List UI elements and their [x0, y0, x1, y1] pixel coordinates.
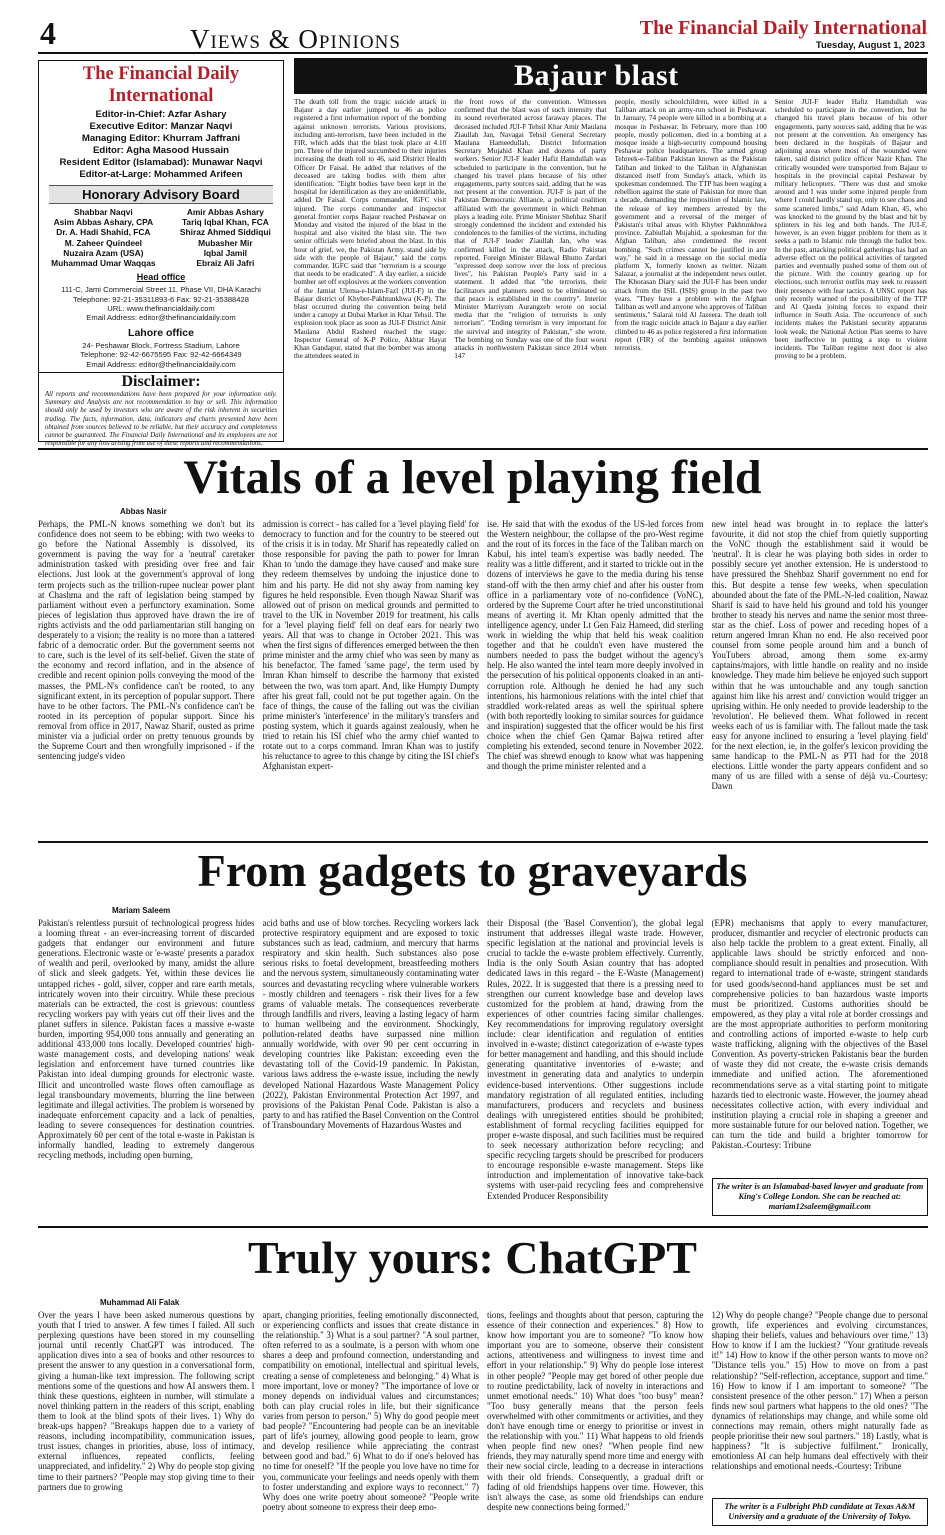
article-headline: From gadgets to graveyards: [197, 845, 748, 896]
article-column-text: (EPR) mechanisms that apply to every manufacturer, producer, dismantler and recycler of electronic products can also help tackle the problem to a great extent. Finally, all applicable laws should be strictly enforced and non-compliance should result in penalties and prosecution. With regard to international trade of e-waste, stringent standards for used goods/second-hand appliances must be set and comprehensive policies to ban hazardous waste imports must be prioritized. Customs authorities should be empowered, as they play a vital role at border crossings and are the most appropriate authorities to perform monitoring and controlling actions of imported e-waste to help curb waste trafficking, aligning with the objectives of the Basel Convention. As poverty-stricken Pakistanis bear the burden of waste they did not create, the e-waste crisis demands immediate and unified action. The aforementioned recommendations serve as a vital starting point to mitigate hazards tied to electronic waste. However, the journey ahead necessitates collective action, with every individual and institution playing a crucial role in shaping a greener and more sustainable future for our beloved nation. Together, we can turn the tide and build a brighter tomorrow for Pakistan.-Courtesy: Tribune: [711, 918, 928, 1151]
article-body: [38, 1310, 928, 1530]
board-member: Ebraiz Ali Jafri: [196, 258, 255, 269]
article-column: apart, changing priorities, feeling emotionally disconnected, or experiencing conflicts and issues that create distance in the relationship." 3) What is a soul partner? "A soul partner, often referred to as a soulmate, is a person with whom one shares a deep and profound connection, understanding and compatibility on emotional, intellectual and spiritual levels, creating a sense of completeness and belonging." 4) What is more important, love or money? "The importance of love or money depends on individual values and circumstances; both can play crucial roles in life, but their significance varies from person to person." 5) Why do good people meet bad people? "Encountering bad people can be an inevitable part of life's journey, allowing good people to learn, grow and develop resilience while appreciating the contrast between good and bad." 6) What to do if one's beloved has no time for oneself? "If the people you love have no time for you, communicate your feelings and needs openly with them to foster understanding and explore ways to reconnect." 7) Why does one write poetry about someone? "People write poetry about someone to express their deep emo-: [262, 1310, 479, 1512]
advisory-board-title: Honorary Advisory Board: [49, 185, 273, 204]
board-member: Shiraz Ahmed Siddiqui: [179, 227, 271, 238]
board-member: Shabbar Naqvi: [74, 207, 133, 217]
section-title: Views & Opinions: [190, 24, 401, 54]
article-column: acid baths and use of blow torches. Recycling workers lack protective respiratory equipment and are exposed to toxic substances such as lead, cadmium, and mercury that harms respiratory and skin health. Such substances also pose serious risks to foetal development, breastfeeding mothers and the nervous system, simultaneously contaminating water sources and devastating recycling where vulnerable workers - mostly children and teenagers - risk their lives for a few grams of valuable metals. The consequences reverberate through landfills and rivers, leaving a lasting legacy of harm to human wellbeing and the environment. Shockingly, pollution-related deaths have surpassed nine million annually worldwide, with over 90 per cent occurring in developing countries like Pakistan: exceeding even the devastating toll of the Covid-19 pandemic. In Pakistan, various laws address the e-waste issue, including the newly developed National Hazardous Waste Management Policy (2022), Pakistan Environmental Protection Act 1997, and provisions of the Pakistan Penal Code. Pakistan is also a party to and has ratified the Basel Convention on the Control of Transboundary Movements of Hazardous Wastes and: [262, 918, 479, 1130]
board-member: Dr. A. Hadi Shahid, FCA: [56, 227, 151, 238]
page-number: 4: [40, 15, 56, 51]
address-line: Telephone: 92-42-6675595 Fax: 92-42-6664349: [80, 350, 242, 360]
section-rule: [38, 448, 928, 450]
author-note: The writer is a Fulbright PhD candidate at Texas A&M University and a graduate of the University of Tokyo.: [712, 1498, 929, 1526]
disclaimer-title: Disclaimer:: [39, 372, 283, 391]
address-line: Telephone: 92-21-35311893-6 Fax: 92-21-35388428: [73, 294, 249, 304]
lahore-office-title: Lahore office: [128, 326, 194, 339]
box-title: The Financial Daily International: [82, 64, 240, 106]
article-body: [38, 519, 928, 835]
article-column: The death toll from the tragic suicide attack in Bajaur a day earlier jumped to 46 as police registered a first information report of the bombing against unknown terrorists. Various provisions, including anti-terrorism, have been included in the FIR, which adds that the blast took place at 4.10 pm. Three of the injured succumbed to their injuries increasing the death toll to 46, said District Health Officer Dr Faisal. He added that relatives of the deceased are taking bodies with them after identification. "Eight bodies have been kept in the hospital for identification as they are unidentifiable, added Dr Faisal. Corps commander, IGFC visit injured. The corps commander and inspector general frontier corps Bajaur reached Peshawar on Monday and visited the injured of the blast in the hospital and also visited the blast site. The two senior officials were briefed about the blast. In this hour of grief, we, the Pakistan Army, stand side by side with the people of Bajaur," said the corps commander. IGFC said that "terrorism is a scourge that needs to be eradicated". A day earlier, a suicide bomber set off explosives at the workers convention of the Jamiat Ulema-e-Islam-Fazl (JUI-F) in the Bajaur district of Khyber-Pakhtunkhwa (K-P). The blast occurred during the convention being held under a canopy at Dubai Market in Khar Tehsil. The explosion took place as soon as JUI-F District Amir Maulana Abdul Rasheed reached the stage. Inspector General of K-P Police, Akhtar Hayat Khan Gandapur, stated that the bomber was among the attendees seated in: [294, 98, 447, 361]
editor-line: Editor-at-Large: Mohammed Arifeen: [79, 169, 243, 180]
article-column: new intel head was brought in to replace the latter's favourite, it did not stop the chief from quietly supporting the VoNC though the establishment said it would be 'neutral'. It is clear he was playing both sides in order to possibly secure yet another extension. He is understood to have pressured the Shehbaz Sharif government no end for this. But despite a tense few weeks, when speculation abounded about the fate of the PML-N-led coalition, Nawaz Sharif is said to have held his ground and told his younger brother to steady his nerves and name the senior most three-star as the chief. Loss of power and receding hopes of a return angered Imran Khan no end. He also received poor counsel from some people around him and a bunch of YouTubers abroad, among them some ex-army captains/majors, with little handle on reality and no inside knowledge. They made him believe he enjoyed such support within that he was untouchable and any tough sanction against him like his arrest and/ conviction would trigger an uprising within. He only needed to provide leadership to the 'revolution'. He believed them. What followed in recent weeks each of us is familiar with. The fallout made the task easy for anyone inclined to ensuring a 'level playing field' for the next election, ie, in the golfer's lexicon providing the same handicap to the PML-N as PTI had for the 2018 elections. Little wonder the party appears confident and so many of us are filled with a sense of déjà vu.-Courtesy: Dawn: [711, 519, 928, 792]
board-member: Muhammad Umar Waqqas: [51, 258, 156, 269]
byline: Abbas Nasir: [120, 507, 167, 516]
address-line: 111-C, Jami Commercial Street 11, Phase VII, DHA Karachi: [61, 285, 261, 295]
author-note: The writer is an Islamabad-based lawyer and graduate from King's College London. She can be reached at: mariam12saleem@gmail.com: [712, 1178, 929, 1216]
section-rule: [38, 841, 928, 843]
byline: Muhammad Ali Falak: [100, 1298, 180, 1307]
article-column: [712, 918, 929, 1220]
address-line: Email Address: editor@thefinancialdaily.com: [86, 313, 236, 323]
editor-line: Resident Editor (Islamabad): Munawar Naqvi: [59, 157, 263, 168]
board-member: Amir Abbas Ashary: [186, 207, 264, 217]
article-column: people, mostly schoolchildren, were killed in a Taliban attack on an army-run school in Peshawar. In January, 74 people were killed in a bombing at a mosque in Peshawar. In February, more than 100 people, mostly policemen, died in a bombing at a mosque inside a high-security compound housing Peshawar police headquarters. The armed group Tehreek-e-Taliban Pakistan known as the Pakistan Taliban and linked to the Taliban in Afghanistan distanced itself from Sunday's attack, which its spokesman condemned. The TTP has been waging a rebellion against the state of Pakistan for more than a decade, demanding the imposition of Islamic law, the release of key members arrested by the government and a reversal of the merger of Pakistan's tribal areas with Khyber Pakhtunkhwa province. Zabiullah Mujahid, a spokesman for the Afghan Taliban, also condemned the recent bombing. "Such crimes cannot be justified in any way," he said in a message on the social media platform X, formerly known as twitter. Nizam Salazar, a journalist at the independent news outlet. The Khorasan Diary said the JUI-F has been under attack from the ISIL (ISIS) group in the past two years. "They have a problem with the Afghan Taliban as well and anyone who approves of Taliban sentiments," Salarai told Al Jazeera. The death toll from the tragic suicide attack in Bajaur a day earlier climbed to 46 as police registered a first information report (FIR) of the bombing against unknown terrorists.: [614, 98, 767, 353]
issue-date: Tuesday, August 1, 2023: [815, 40, 925, 51]
editor-line: Editor-in-Chief: Azfar Ashary: [95, 109, 227, 120]
article-column-text: 12) Why do people change? "People change due to personal growth, life experiences and evolving circumstances, shaping their beliefs, values and behaviours over time." 13) How to know if I am the luckiest? "Your gratitude reveals it!" 14) How to know if the other person wants to move on? "Distance tells you." 15) How to move on from a past relationship? "Self-reflection, acceptance, support and time." 16) How to know if I am important to someone? "The consistent presence of the other person." 17) When a person finds new soul partners what happens to the old ones? "The dynamics of relationships may change, and while some old connections may remain, others might naturally fade as people prioritise their new soul partners." 18) Lastly, what is happiness? "It is subjective fulfilment." Ironically, emotionless AI can help humans deal effectively with their relationships and emotional needs.-Courtesy: Tribune: [711, 1310, 928, 1472]
article-column: Perhaps, the PML-N knows something we don't but its confidence does not seem to be ebbing; with two weeks to go before the National Assembly is dissolved, its government is paving the way for a 'neutral' caretaker administration tasked with presiding over free and fair elections. Just look at the government's approval of long term projects such as the trillion-rupee nuclear power plant at Chashma and the raft of legislation being stamped by parliament without even a perfunctory examination. Some pieces of legislation thus approved have drawn the ire of rights activists and the odd parliamentarian still hanging on desperately to a vision; the reality is no more than a tattered fabric of a democratic order. But the government seems not to care, such is the level of its self-belief. Given the state of the economy and record inflation, and in the absence of credible and recent opinion polls conveying the mood of the masses, the PML-N's confidence can't be rooted, to any significant extent, in its perception of popular support. There have to be other factors. The PML-N's confidence can't be rooted in its perception of popular support. Since his removal from office in 2017, Nawaz Sharif, ousted as prime minister via a judicial order on pretty tenuous grounds by the Supreme Court and then wrongfully imprisoned - if the sentencing judge's video: [38, 519, 255, 762]
editor-line: Editor: Agha Masood Hussain: [92, 145, 230, 156]
board-member: M. Zaheer Quindeel: [64, 237, 142, 248]
article-column: their Disposal (the 'Basel Convention'), the global legal instrument that addresses illegal waste trade. However, specific legislation at the national and provincial levels is crucial to tackle the e-waste problem effectively. Currently, India is the only South Asian country that has adopted dedicated laws in this regard - the E-Waste (Management) Rules, 2022. It is suggested that there is a pressing need to strengthen our current knowledge base and develop laws customized for the problem at hand, drawing from the experiences of other countries facing similar challenges. Key recommendations for improving regulatory oversight include: clear identification and regulation of entities involved in e-waste; distinct categorization of e-waste types for better management and handling, and this should include generating quantitative inventories of e-waste; and investment in generating data and analytics to underpin evidence-based interventions. Other suggestions include mandatory registration of all regulated entities, including manufacturers, producers and recyclers and business dealings with unregistered entities should be prohibited; establishment of formal recycling facilities equipped for proper e-waste disposal, and such facilities must be required to seek necessary authorization before recycling; and specific recycling targets should be prescribed for producers to encourage responsible e-waste management. Steps like introduction and implementation of innovative take-back systems with user-paid recycling fees and comprehensive Extended Producer Responsibility: [487, 918, 704, 1201]
disclaimer-text: All reports and recommendations have been prepared for your information only. Summary and Analysis are not recommendation to buy or sell. This information should only be used by investors who are aware of the risk inherent in securities trading. The facts, information, data, indicators and charts presented have been obtained from sources believed to be reliable, but their accuracy and completeness cannot be guaranteed. The Financial Daily International and its employees are not responsible for any loss arising from use of these reports and recommendations.: [45, 391, 277, 448]
article-column: [712, 1310, 929, 1530]
article-column: Pakistan's relentless pursuit of technological progress hides a looming threat - an ever-increasing torrent of discarded gadgets that endanger our environment and future generations. Electronic waste or 'e-waste' presents a paradox of wealth and peril, overlooked by many, amidst the allure of slick and sleek gadgets. Yet, within these devices lie untapped riches - gold, silver, copper and rare earth metals, intricately woven into their circuitry. While these precious materials can be extracted, the cost is grievous: countless recycling workers pay with years cut off their lives and the planet suffers in silence. Pakistan faces a massive e-waste burden, importing 954,000 tons annually and generating an additional 433,000 tons locally. Developed countries' high-waste management costs, and developing nations' weak legislation and enforcement have turned countries like Pakistan into ideal dumping grounds for electronic waste. Illicit and uncontrolled waste flows often camouflage as legal transboundary movements, blurring the line between legitimate and illegal activities. The problem is worsened by inadequate enforcement capacity and a lack of penalties, leading to severe consequences for destination countries. Approximately 60 per cent of the total e-waste in Pakistan is informally handled, leading to extremely dangerous recycling methods, including open burning,: [38, 918, 255, 1161]
advisory-board-list: [39, 207, 283, 268]
editorial-headline: Bajaur blast: [294, 58, 927, 94]
head-office-title: Head office: [136, 272, 186, 283]
address-line: URL: www.thefinancialdaily.com: [107, 304, 215, 314]
header-rule: [38, 52, 928, 54]
article-column: Senior JUI-F leader Hafiz Hamdullah was scheduled to participate in the convention, but he changed his travel plans because of his other engagements, party sources said, adding that he was not present at the convention. An emergency has been declared in the hospitals of Bajaur and adjoining areas where most of the wounded were taken, said district police officer Nazir Khan. The critically wounded were transported from Bajaur to hospitals in the provincial capital Peshawar by military helicopters. "There was dust and smoke around and I was under some injured people from where I could hardly stand up, only to see chaos and some scattered limbs," said Adam Khan, 45, who was knocked to the ground by the blast and hit by splinters in his leg and both hands. The JUI-F, however, is an even bigger problem for them as it seeks a path to Islamic rule through the ballot box. In the past, attacking political gatherings has had an adverse effect on the political activities of targeted parties and eventually pushed some of them out of the picture. With the country gearing up for elections, such terrorist outfits may seek to reassert their presence with fear tactics. A UNSC report has only recently warned of the possibility of the TTP and Al Qaeda joining forces to expand their influence in South Asia. The occurrence of such incidents makes the Pakistani security apparatus look weak; the National Action Plan seems to have been ineffective in putting a stop to violent incidents. The Taliban regime next door is also proving to be a problem.: [774, 98, 927, 361]
article-headline: Truly yours: ChatGPT: [248, 1232, 697, 1283]
board-member: Tariq Iqbal Khan, FCA: [181, 217, 269, 228]
board-member: Asim Abbas Ashary, CPA: [53, 217, 154, 228]
board-member: Nuzaira Azam (USA): [63, 247, 144, 258]
editor-line: Executive Editor: Manzar Naqvi: [89, 121, 233, 132]
section-rule: [38, 1226, 928, 1228]
board-member: Iqbal Jamil: [203, 247, 248, 258]
article-column: admission is correct - has called for a 'level playing field' for democracy to function and for the country to be steered out of the crisis it is in today. Mr Sharif has repeatedly called on those responsible for paving the path to power for Imran Khan to 'undo the damage they have caused' and make sure they redeem themselves by undoing the injustice done to him and his party. He did not shy away from naming key figures he held responsible. Even though Nawaz Sharif was allowed out of prison on medical grounds and permitted to travel to the UK in November 2019 for treatment, his calls for a 'level playing field' fell on deaf ears for nearly two years. All that was to change in October 2021. This was when the first signs of differences emerged between the then prime minister and the army chief who was seen by many as his benefactor. The famed 'same page', the term used by Imran Khan himself to describe the harmony that existed between the two, was torn apart. And, like Humpty Dumpty after his great fall, could not be put together again. On the face of things, the cause of the falling out was the civilian prime minister's 'interference' in the military's transfers and posting system, which it guards against zealously, when he tried to retain his ISI chief who the army chief wanted to rotate out to a corps command. Imran Khan was to justify his reluctance to agree to this change by citing the ISI chief's Afghanistan expert-: [262, 519, 479, 772]
address-line: 24- Peshawar Block, Fortress Stadium, Lahore: [82, 340, 240, 350]
article-column: Over the years I have been asked numerous questions by youth that I tried to answer. A few times I failed. All such perplexing questions have been stored in my counselling journal until recently ChatGPT was introduced. The application dives into a sea of books and other resources to present the answer to any question in a conversational form, giving a human-like text impression. The following script mentions some of the questions and how AI answers them. I think these questions, eighteen in number, will stimulate a novel thinking pattern in the readers of this script, enabling them to look at the blind spots of their lives. 1) Why do break-ups happen? "Breakups happen due to a variety of reasons, including incompatibility, communication issues, trust issues, changes in priorities, abuse, loss of intimacy, external influences, repeated conflicts, feeling unappreciated, and infidelity." 2) Why do people stop giving time to their partners? "People may stop giving time to their partners due to growing: [38, 1310, 255, 1492]
editorial-body: [294, 98, 927, 442]
board-member: Mubasher Mir: [198, 237, 253, 248]
editorial-box: [38, 60, 284, 448]
byline: Mariam Saleem: [112, 906, 171, 915]
article-column: tions, feelings and thoughts about that person, capturing the essence of their connection and experiences." 8) How to know how important you are to someone? "To know how important you are to someone, observe their consistent actions, attentiveness and willingness to invest time and effort in your relationship." 9) Why do people lose interest in other people? "People may get bored of other people due to routine predictability, lack of novelty in interactions and unmet emotional needs." 10) What does "too busy" mean? "Too busy generally means that the person feels overwhelmed with other commitments or activities, and they don't have enough time or energy to prioritise or invest in the relationship with you." 11) What happens to old friends when people find new ones? "When people find new friends, they may naturally spend more time and energy with their new social circle, leading to a decrease in interactions with their old friends. Consequently, a gradual drift or fading of old friendships happens over time. However, this isn't always the case, as some old friendships can endure despite new connections being formed.": [487, 1310, 704, 1512]
address-line: Email Address: editor@thefinancialdaily.com: [86, 359, 236, 369]
article-body: [38, 918, 928, 1220]
article-column: ise. He said that with the exodus of the US-led forces from the Western neighbour, the collapse of the pro-West regime and the rout of its forces in the face of the Taliban march on Kabul, his intel team's expertise was badly needed. The reality was a little different, and it started to trickle out in the dozens of interviews he gave to the media during his tense stand-off with the then army chief and after his ouster from office in a parliamentary vote of no-confidence (VoNC), ordered by the Supreme Court after he tried unconstitutional means of averting it. Mr Khan openly admitted that the intelligence agency, under Lt Gen Faiz Hameed, did sterling work in wielding the whip that held his weak coalition together and that he couldn't even have mustered the numbers needed to pass the budget without the agency's help. He also wanted the intel team more deeply involved in the persecution of his political opponents cloaked in an anti-corruption role. Although he denied he had any such intentions, his harmonious relations with the intel chief that straddled work-related areas as well the spiritual sphere (with both reportedly looking to similar sources for guidance and inspiration) suggested that the officer would be his first choice when the chief Gen Qamar Bajwa retired after completing his extended, second tenure in November 2022. The chief was shrewd enough to know what was happening and though the prime minister relented and a: [487, 519, 704, 772]
article-headline: Vitals of a level playing field: [183, 451, 762, 504]
article-column: the front rows of the convention. Witnesses confirmed that the blast was of such intensity that its sound reverberated across faraway places. The deceased included JUI-F Tehsil Khar Amir Maulana Ziaullah Jan, Navagai Tehsil General Secretary Maulana Hameedullah, District Information Secretary Mujahid Khan and dozens of party workers. Senior JUI-F leader Hafiz Hamdullah was scheduled to participate in the convention, but he changed his travel plans because of his other engagements, party sources said, adding that he was not present at the convention. JUI-F is part of the Pakistan Democratic Alliance, a political coalition affiliated with the government in which Rehman plays a leading role. Prime Minister Shehbaz Sharif strongly condemned the incident and extended his condolences to the families of the victims, including that of JUI-F leader Ziaullah Jan, who was confirmed killed in the attack, Radio Pakistan reported. Foreign Minister Bilawal Bhutto Zardari "expressed deep sorrow over the loss of precious lives", his Pakistan People's Party said in a statement. It added that "the terrorists, their facilitators and planners need to be eliminated so that peace is established in the country". Interior Minister Marriyum Aurangzeb wrote on social media that the "religion of terrorists is only terrorism". "Ending terrorism is very important for the survival and integrity of Pakistan," she wrote. The bombing on Sunday was one of the four worst attacks in northwestern Pakistan since 2014 when 147: [454, 98, 607, 361]
masthead: The Financial Daily International: [639, 17, 927, 39]
editor-line: Managing Editor: Khurram Jaffrani: [81, 133, 241, 144]
